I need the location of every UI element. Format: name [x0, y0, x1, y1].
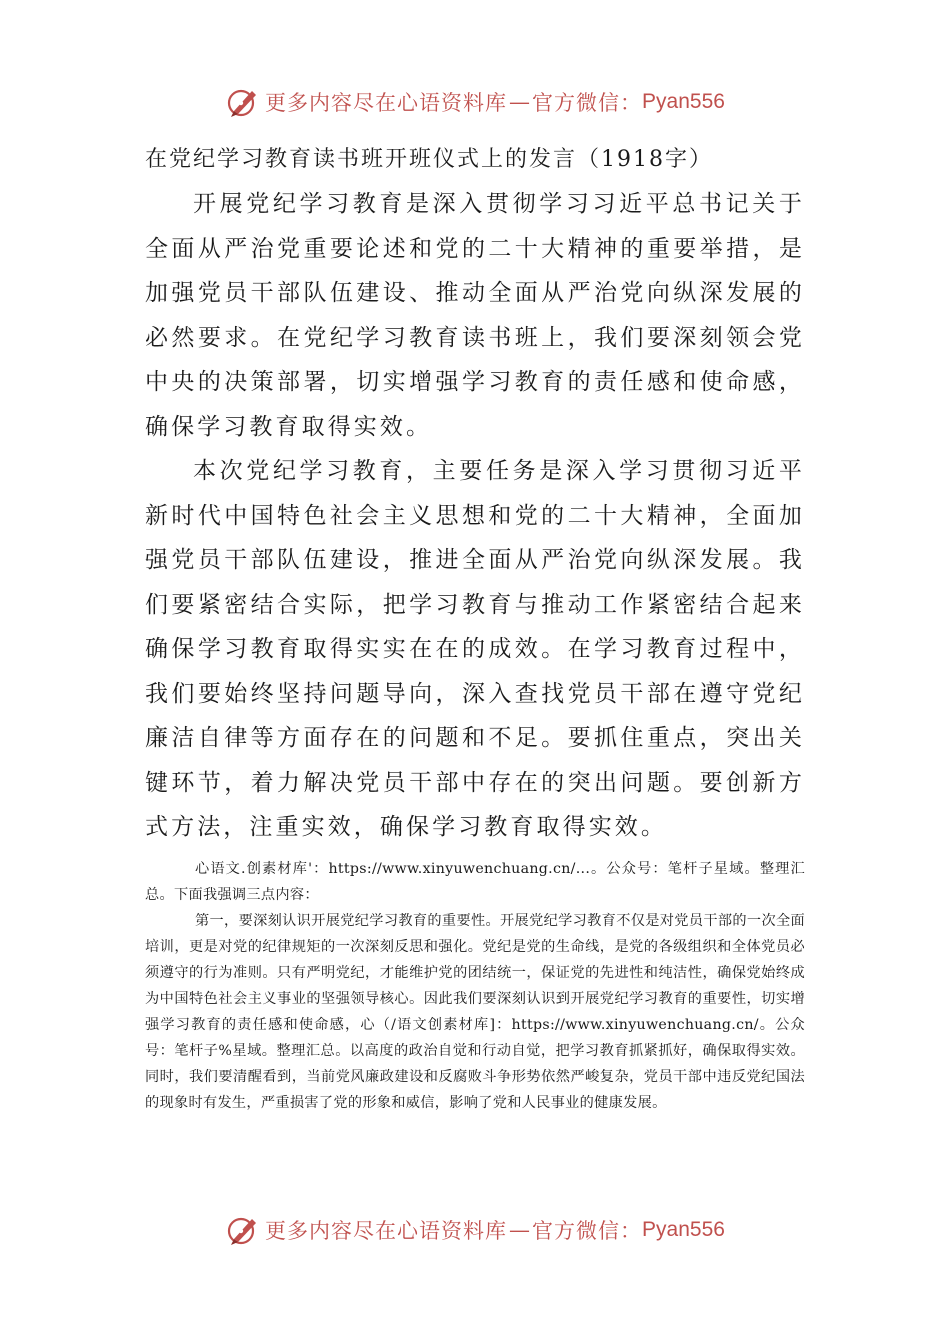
- paragraph-2: 本次党纪学习教育，主要任务是深入学习贯彻习近平新时代中国特色社会主义思想和党的二十大精神，全面加强党员干部队伍建设，推进全面从严治党向纵深发展。我们要紧密结合实际，把学习教育与推动工作紧密结合起来确保学习教育取得实实在在的成效。在学习教育过程中，我们要始终坚持问题导向，深入查找党员干部在遵守党纪廉洁自律等方面存在的问题和不足。要抓住重点，突出关键环节，着力解决党员干部中存在的突出问题。要创新方式方法，注重实效，确保学习教育取得实效。: [145, 458, 805, 840]
- banner-wechat-id: Pyan556: [642, 1218, 725, 1241]
- banner-text: 更多内容尽在心语资料库: [265, 91, 508, 115]
- banner-text: 更多内容尽在心语资料库: [265, 1219, 508, 1243]
- document-title: 在党纪学习教育读书班开班仪式上的发言（1918字）: [145, 147, 713, 172]
- banner-separator: —: [509, 1218, 531, 1242]
- banner-wechat-id: Pyan556: [642, 90, 725, 113]
- pen-logo-icon: [225, 1212, 261, 1248]
- source-note-paragraph: 心语文.创素材库'：https://www.xinyuwenchuang.cn/...。公众号：笔杆子星域。整理汇总。下面我强调三点内容：: [145, 860, 805, 903]
- banner-label: 官方微信：: [532, 91, 643, 115]
- small-text-block: [145, 856, 805, 1116]
- header-banner: [0, 82, 950, 122]
- point-one-paragraph: 第一，要深刻认识开展党纪学习教育的重要性。开展党纪学习教育不仅是对党员干部的一次全面培训，更是对党的纪律规矩的一次深刻反思和强化。党纪是党的生命线，是党的各级组织和全体党员必须遵守的行为准则。只有严明党纪，才能维护党的团结统一，保证党的先进性和纯洁性，确保党始终成为中国特色社会主义事业的坚强领导核心。因此我们要深刻认识到开展党纪学习教育的重要性，切实增强学习教育的责任感和使命感，心（/语文创素材库]：https://www.xinyuwenchuang.cn/。公众号：笔杆子%星域。整理汇总。以高度的政治自觉和行动自觉，把学习教育抓紧抓好，确保取得实效。同时，我们要清醒看到，当前党风廉政建设和反腐败斗争形势依然严峻复杂，党员干部中违反党纪国法的现象时有发生，严重损害了党的形象和威信，影响了党和人民事业的健康发展。: [145, 912, 805, 1111]
- banner-label: 官方微信：: [532, 1219, 643, 1243]
- paragraph-1: 开展党纪学习教育是深入贯彻学习习近平总书记关于全面从严治党重要论述和党的二十大精神的重要举措，是加强党员干部队伍建设、推动全面从严治党向纵深发展的必然要求。在党纪学习教育读书班上，我们要深刻领会党中央的决策部署，切实增强学习教育的责任感和使命感，确保学习教育取得实效。: [145, 191, 805, 440]
- document-body: [145, 138, 805, 1116]
- footer-banner: [0, 1210, 950, 1250]
- banner-separator: —: [509, 90, 531, 114]
- pen-logo-icon: [225, 84, 261, 120]
